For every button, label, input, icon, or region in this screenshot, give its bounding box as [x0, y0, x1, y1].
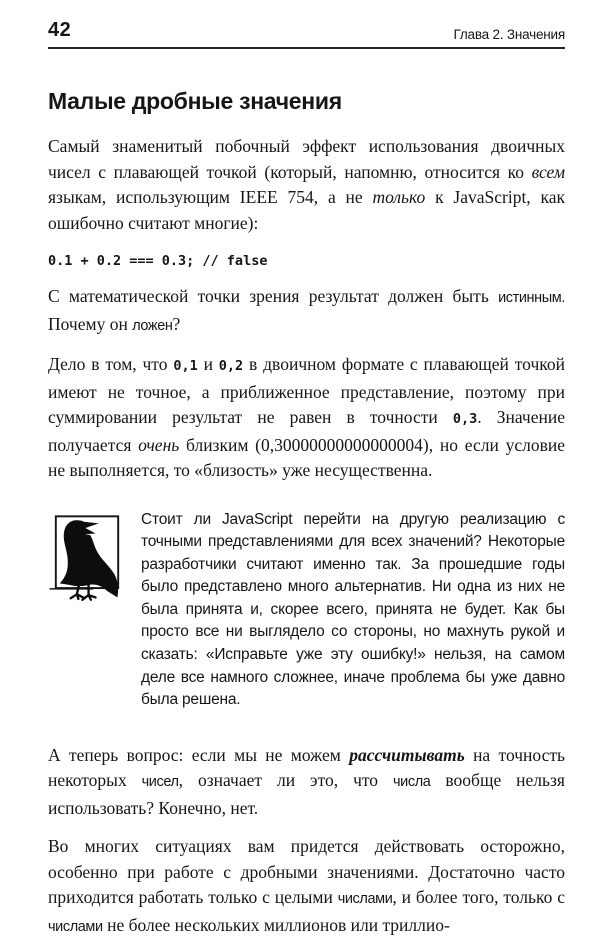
text-segment: С математической точки зрения результат должен быть: [48, 286, 499, 306]
text-segment: 0,1: [173, 358, 198, 374]
text-segment: Во многих ситуациях вам придется действовать осторожно, особенно при работе с дробными значениями. Достаточно часто приходится работать только с целыми: [48, 836, 565, 908]
text-segment: числа: [393, 774, 431, 791]
text-segment: ?: [172, 313, 181, 334]
text-segment: истинным.: [498, 290, 565, 306]
text-segment: . Значение получается: [48, 407, 565, 455]
header-rule: [48, 47, 565, 49]
text-segment: , означает ли это, что: [178, 770, 394, 791]
text-segment: ложен: [132, 317, 173, 334]
text-segment: Стоит ли JavaScript перейти на другую реализацию с точными представлениями для всех значений? Некоторые разработчики считают именно так. За прошедшие годы было представлено много альтернатив. Ни одна из них не была принята и, скорее всего, принята не будет. Как бы просто все ни выглядело со стороны, но махнуть рукой и сказать: «Исправьте уже эту ошибку!» нельзя, на самом деле все намного сложнее, иначе проблема бы уже давно была решена.: [141, 510, 565, 709]
code-block: 0.1 + 0.2 === 0.3; // false: [48, 253, 268, 269]
text-segment: в двоичном формате с плавающей точкой имеют не точное, а приближенное представление, поэтому при суммировании результат не равен в точности: [48, 354, 565, 427]
note-text: [141, 509, 565, 712]
text-segment: числами: [48, 918, 103, 935]
paragraph-advice: [48, 834, 565, 940]
paragraph-explanation: [48, 352, 565, 484]
text-segment: и: [197, 354, 219, 374]
text-segment: не более нескольких миллионов или триллио-: [102, 914, 450, 935]
text-segment: вообще нельзя использовать? Конечно, нет.: [48, 770, 565, 818]
note-callout: [48, 509, 565, 712]
page-number: 42: [48, 19, 72, 41]
text-segment: рассчитывать: [349, 744, 465, 765]
text-segment: всем: [531, 161, 565, 182]
text-segment: 0,3: [452, 411, 478, 427]
text-segment: близким (0,30000000000000004), но если условие не выполняется, то «близость» уже несущественна.: [48, 434, 565, 480]
text-segment: языкам, использующим IEEE 754, а не: [48, 187, 373, 207]
text-segment: А теперь вопрос: если мы не можем: [48, 744, 350, 765]
paragraph-math-result: [48, 284, 565, 339]
text-segment: 0,2: [218, 358, 244, 374]
text-segment: чисел: [141, 774, 179, 791]
text-segment: Почему он: [48, 313, 133, 334]
paragraph-question: [48, 743, 565, 822]
text-segment: Самый знаменитый побочный эффект использования двоичных чисел с плавающей точкой (который, напомню, относится ко: [48, 136, 565, 182]
text-segment: только: [372, 187, 426, 207]
text-segment: на точность некоторых: [48, 744, 565, 791]
text-segment: очень: [138, 434, 180, 455]
paragraph-intro: [48, 134, 565, 236]
section-heading: Малые дробные значения: [48, 88, 342, 114]
running-head: [48, 19, 565, 42]
chapter-title: Глава 2. Значения: [453, 27, 565, 42]
text-segment: числами: [337, 891, 393, 908]
text-segment: , и более того, только с: [392, 887, 565, 908]
text-segment: Дело в том, что: [48, 354, 174, 374]
crow-icon: [48, 509, 126, 712]
text-segment: к JavaScript, как ошибочно считают многие):: [48, 187, 565, 233]
